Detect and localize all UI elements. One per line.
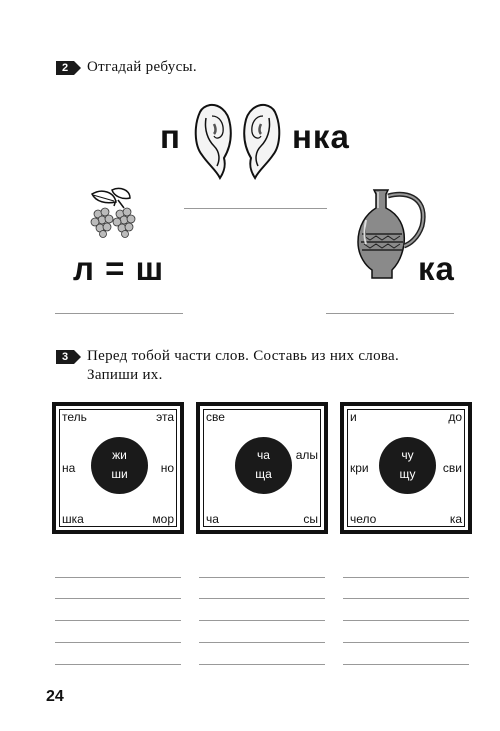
rebus-3-answer-line[interactable] [326,313,454,314]
ears-icon [190,100,285,180]
syllable-top-right: эта [156,410,174,424]
rebus-3-letters: ка [418,250,455,287]
writing-line[interactable] [199,664,325,665]
syllable-box-2 [196,402,328,534]
syllable-bottom-right: мор [152,512,174,526]
rebus-2-answer-line[interactable] [55,313,183,314]
task-2-text: Отгадай ребусы. [87,59,197,75]
writing-line[interactable] [343,642,469,643]
syllable-bottom-left: шка [62,512,84,526]
writing-line[interactable] [55,664,181,665]
writing-line[interactable] [55,577,181,578]
page-number: 24 [46,688,64,705]
task-3-line-2: Запиши их. [87,367,163,383]
rebus-1-left-letter: п [160,118,181,155]
syllable-mid-right: но [160,461,174,475]
syllable-top-right: до [448,410,462,424]
writing-line[interactable] [55,598,181,599]
center-syllable-2: щу [399,467,416,481]
writing-line[interactable] [199,598,325,599]
task-3-number: 3 [56,350,74,364]
center-syllable-2: ши [111,467,128,481]
writing-line[interactable] [55,642,181,643]
syllable-top-left: тель [62,410,87,424]
center-syllable-1: жи [112,448,127,462]
rebus-1-answer-line[interactable] [184,208,327,209]
writing-line[interactable] [343,664,469,665]
syllable-mid-right: сви [442,461,462,475]
syllable-mid-right: алы [295,448,318,462]
syllable-bottom-left: чело [350,512,377,526]
raspberry-icon [84,186,144,244]
rebus-1-right-letters: нка [292,118,350,155]
task-3-line-1: Перед тобой части слов. Составь из них слова. [87,348,400,364]
center-syllable-1: ча [257,448,270,462]
syllable-bottom-left: ча [206,512,219,526]
writing-line[interactable] [199,577,325,578]
center-syllable-2: ща [255,467,272,481]
syllable-bottom-right: сы [303,512,318,526]
syllable-top-left: и [350,410,357,424]
writing-line[interactable] [343,620,469,621]
rebus-2-letter-equation: л = ш [73,250,165,287]
center-syllable-1: чу [401,448,414,462]
center-circle [235,437,292,494]
syllable-top-left: све [206,410,225,424]
writing-line[interactable] [199,620,325,621]
syllable-box-3 [340,402,472,534]
syllable-mid-left: на [62,461,76,475]
syllable-bottom-right: ка [449,512,462,526]
writing-line[interactable] [343,577,469,578]
syllable-mid-left: кри [350,461,369,475]
center-circle [379,437,436,494]
writing-line[interactable] [199,642,325,643]
syllable-box-1 [52,402,184,534]
task-2-number: 2 [56,61,74,75]
writing-line[interactable] [343,598,469,599]
writing-line[interactable] [55,620,181,621]
center-circle [91,437,148,494]
